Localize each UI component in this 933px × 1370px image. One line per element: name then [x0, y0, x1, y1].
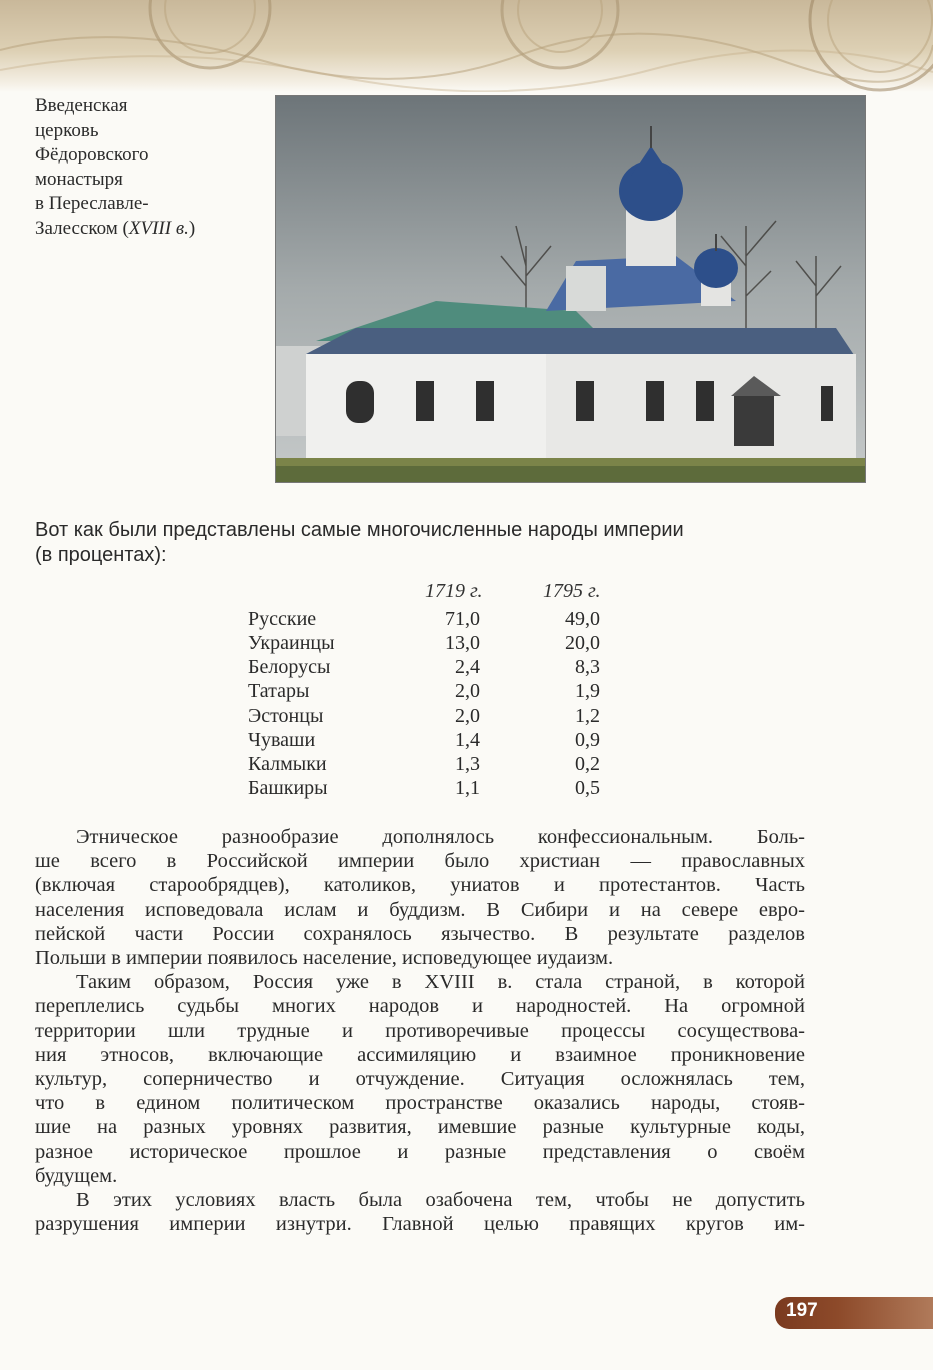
body-line: населения исповедовала ислам и буддизм. В Сибири и на севере евро-	[35, 898, 805, 921]
people-name: Башкиры	[248, 777, 328, 799]
value-1719: 13,0	[445, 632, 480, 654]
intro-line: (в процентах):	[35, 544, 167, 566]
church-illustration	[276, 96, 865, 482]
value-1719: 1,3	[455, 753, 480, 775]
value-1795: 0,5	[575, 777, 600, 799]
year-header-1719: 1719 г.	[425, 580, 483, 602]
table-row	[0, 705, 933, 729]
body-line: ше всего в Российской империи было христиан — православных	[35, 850, 805, 873]
caption-line: Фёдоровского	[35, 144, 149, 165]
value-1719: 1,1	[455, 777, 480, 799]
caption-century: XVIII в.	[128, 217, 189, 239]
body-line: пейской части России сохранялось язычество. В результате разделов	[35, 922, 805, 945]
value-1719: 2,0	[455, 680, 480, 702]
year-header-1795: 1795 г.	[543, 580, 601, 602]
value-1719: 1,4	[455, 729, 480, 751]
caption-line: Введенская	[35, 95, 128, 116]
caption-line: церковь	[35, 119, 99, 141]
body-line: будущем.	[35, 1164, 118, 1187]
photo-caption	[35, 94, 265, 241]
decorative-header-banner	[0, 0, 933, 92]
table-row	[0, 608, 933, 632]
people-name: Эстонцы	[248, 705, 324, 727]
table-row	[0, 656, 933, 680]
people-name: Белорусы	[248, 656, 331, 678]
body-line: территории шли трудные и противоречивые процессы сосуществова-	[35, 1019, 805, 1042]
church-photo	[275, 95, 866, 483]
table-row	[0, 753, 933, 777]
body-line: Таким образом, Россия уже в XVIII в. стала страной, в которой	[76, 971, 805, 994]
caption-line: монастыря	[35, 168, 123, 190]
body-line: шие на разных уровнях развития, имевшие разные культурные коды,	[35, 1116, 805, 1139]
body-line: разное историческое прошлое и разные представления о своём	[35, 1140, 805, 1163]
intro-line: Вот как были представлены самые многочисленные народы империи	[35, 519, 684, 541]
body-line: Польши в империи появилось население, исповедующее иудаизм.	[35, 947, 614, 970]
value-1719: 2,4	[455, 656, 480, 678]
body-line: переплелись судьбы многих народов и народностей. На огромной	[35, 995, 805, 1018]
body-line: Этническое разнообразие дополнялось конфессиональным. Боль-	[76, 826, 805, 848]
value-1795: 0,9	[575, 729, 600, 751]
people-name: Украинцы	[248, 632, 335, 654]
body-line: В этих условиях власть была озабочена тем, чтобы не допустить	[76, 1189, 805, 1212]
caption-prefix: Залесском (	[35, 217, 129, 239]
value-1795: 1,2	[575, 705, 600, 727]
people-name: Татары	[248, 680, 310, 702]
table-row	[0, 680, 933, 704]
table-row	[0, 729, 933, 753]
people-name: Русские	[248, 608, 317, 630]
table-row	[0, 632, 933, 656]
body-line: культур, соперничество и отчуждение. Ситуация осложнялась тем,	[35, 1068, 805, 1091]
people-name: Калмыки	[248, 753, 327, 775]
table-intro	[35, 518, 815, 568]
value-1795: 20,0	[565, 632, 600, 654]
body-line: что в едином политическом пространстве оказались народы, стояв-	[35, 1092, 805, 1115]
body-text	[35, 825, 805, 1236]
value-1719: 2,0	[455, 705, 480, 727]
banner-ornament	[0, 0, 933, 92]
value-1795: 1,9	[575, 680, 600, 702]
value-1719: 71,0	[445, 608, 480, 630]
value-1795: 8,3	[575, 656, 600, 678]
caption-line: в Переславле-	[35, 193, 149, 214]
people-name: Чуваши	[248, 729, 316, 751]
value-1795: 0,2	[575, 753, 600, 775]
caption-suffix: )	[188, 217, 196, 239]
body-line: разрушения империи изнутри. Главной целью правящих кругов им-	[35, 1213, 805, 1236]
table-row	[0, 777, 933, 801]
value-1795: 49,0	[565, 608, 600, 630]
body-line: ния этносов, включающие ассимиляцию и взаимное проникновение	[35, 1043, 805, 1066]
caption-last-line	[35, 217, 265, 242]
page-number: 197	[786, 1300, 818, 1321]
body-line: (включая старообрядцев), католиков, униатов и протестантов. Часть	[35, 874, 805, 897]
